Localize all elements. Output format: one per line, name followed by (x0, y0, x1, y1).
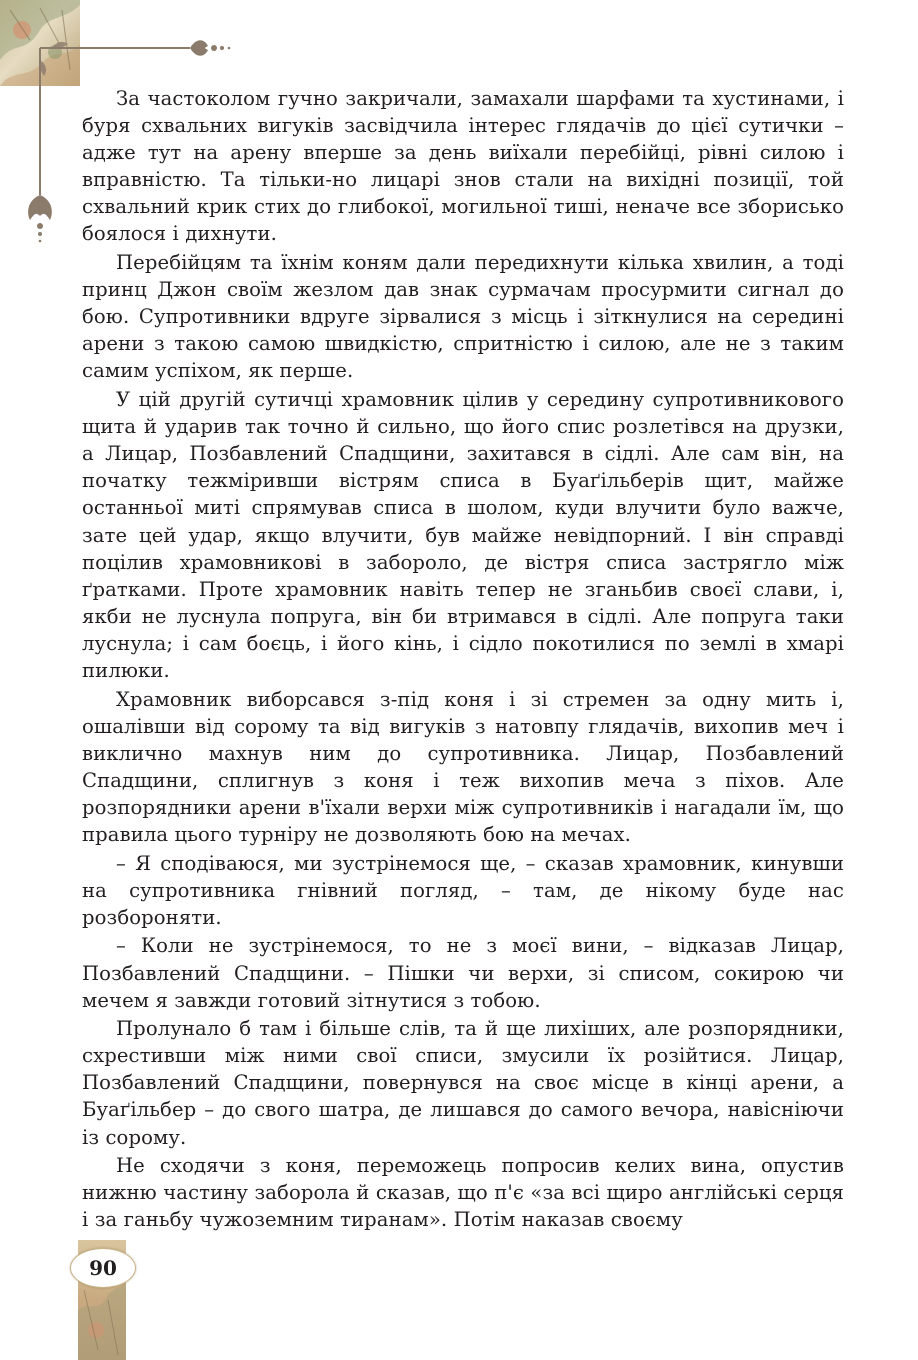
dialogue-paragraph: – Коли не зустрінемося, то не з моєї вини, – відказав Лицар, Позбавлений Спадщини. – Пішки чи верхи, зі списом, сокирою чи мечем я завжди готовий зітнутися з тобою. (82, 934, 844, 1012)
paragraph: У цій другій сутичці храмовник цілив у середину супротивникового щита й ударив так точно й сильно, що його спис розлетівся на друзки, а Лицар, Позбавлений Спадщини, захитався в сідлі. Але сам він, на початку тежміривши вістрям списа в Буаґільберів щит, майже останньої миті спрямував списа в шолом, куди влучити було важче, зате цей удар, якщо влучити, був майже невідпорний. І він справді поцілив храмовникові в забороло, де вістря списа застрягло між ґратками. Проте храмовник навіть тепер не зганьбив своєї слави, і, якби не луснула попруга, він би втримався в сідлі. Але попруга таки луснула; і сам боєць, і його кінь, і сідло покотилися по землі в хмарі пилюки. (82, 388, 844, 682)
body-text (82, 85, 844, 1235)
paragraph: Перебійцям та їхнім коням дали передихнути кілька хвилин, а тоді принц Джон своїм жезлом дав знак сурмачам просурмити сигнал до бою. Супротивники вдруге зірвалися з місць і зіткнулися на середині арени з такою самою швидкістю, спритністю і силою, але не з таким самим успіхом, як перше. (82, 251, 844, 383)
paragraph: Пролунало б там і більше слів, та й ще лихіших, але розпорядники, схрестивши між ними свої списи, змусили їх розійтися. Лицар, Позбавлений Спадщини, повернувся на своє місце в кінці арени, а Буаґільбер – до свого шатра, де лишався до самого вечора, навісніючи із сорому. (82, 1017, 844, 1149)
dialogue-paragraph: – Я сподіваюся, ми зустрінемося ще, – сказав храмовник, кинувши на супротивника гнівний погляд, – там, де нікому буде нас розбороняти. (82, 851, 844, 929)
paragraph: За частоколом гучно закричали, замахали шарфами та хустинами, і буря схвальних вигуків засвідчила інтерес глядачів до цієї сутички – адже тут на арену вперше за день виїхали перебійці, рівні силою і вправністю. Та тільки-но лицарі знов стали на вихідні позиції, той схвальний крик стих до глибокої, могильної тиші, неначе все зборисько боялося і дихнути. (82, 87, 844, 246)
paragraph: Не сходячи з коня, переможець попросив келих вина, опустив нижню частину заборола й сказав, що п'є «за всі щиро англійські серця і за ганьбу чужоземним тиранам». Потім наказав своєму (82, 1154, 844, 1232)
page-number: 90 (70, 1248, 136, 1288)
paragraph: Храмовник виборсався з-під коня і зі стремен за одну мить і, ошалівши від сорому та від вигуків з натовпу глядачів, вихопив меч і виклично махнув ним до супротивника. Лицар, Позбавлений Спадщини, сплигнув з коня і теж вихопив меча з піхов. Але розпорядники арени в'їхали верхи між супротивників і нагадали їм, що правила цього турніру не дозволяють бою на мечах. (82, 687, 844, 847)
